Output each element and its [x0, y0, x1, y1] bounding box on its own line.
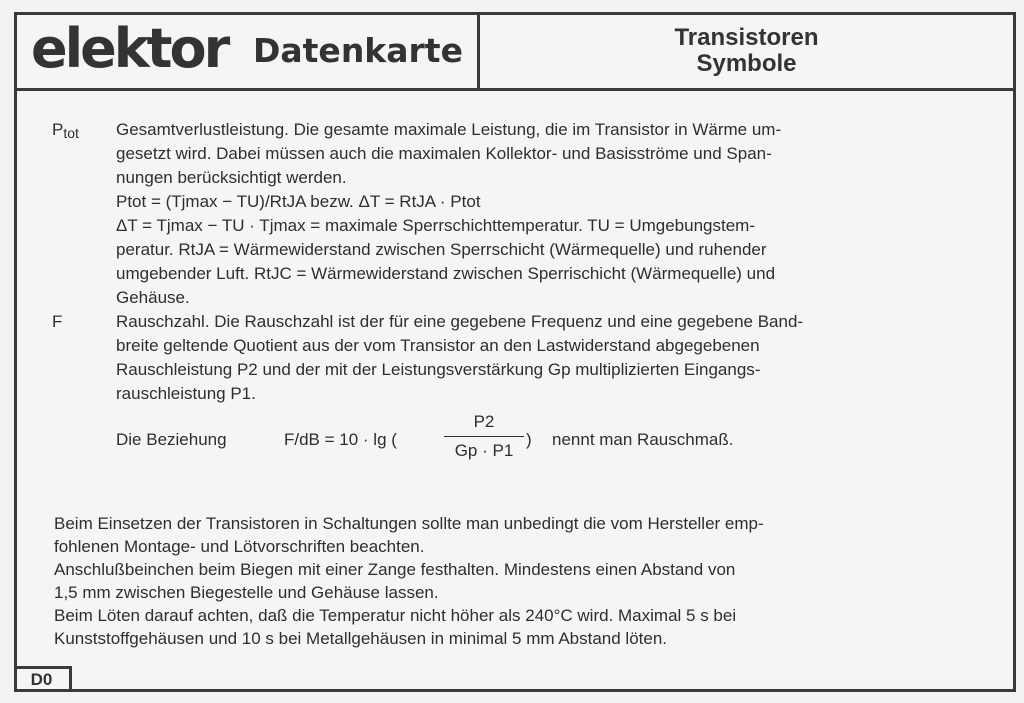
brand-logo: elektor	[31, 17, 228, 80]
note-line: Beim Einsetzen der Transistoren in Schaltungen sollte man unbedingt die vom Hersteller emp-	[54, 514, 764, 533]
equation-line: peratur. RtJA = Wärmewiderstand zwischen Sperrschicht (Wärmequelle) und ruhender	[116, 240, 767, 259]
note-line: Beim Löten darauf achten, daß die Temperatur nicht höher als 240°C wird. Maximal 5 s bei	[54, 606, 737, 625]
desc-line: breite geltende Quotient aus der vom Transistor an den Lastwiderstand abgegebenen	[116, 336, 760, 355]
symbol-main: P	[52, 120, 64, 139]
handling-notes	[54, 512, 974, 650]
card-header	[17, 15, 1013, 91]
definitions	[52, 118, 982, 480]
card-code: D0	[14, 666, 72, 692]
equation-line: ΔT = Tjmax − TU · Tjmax = maximale Sperrschichttemperatur. TU = Umgebungstem-	[116, 216, 756, 235]
brand-subtitle: Datenkarte	[253, 31, 463, 70]
formula-tail: nennt man Rauschmaß.	[552, 430, 734, 449]
fraction-denominator: Gp · P1	[454, 441, 514, 460]
desc-line: Rauschzahl. Die Rauschzahl ist der für eine gegebene Frequenz und eine gegebene Band-	[116, 312, 804, 331]
desc-line: rauschleistung P1.	[116, 384, 256, 403]
symbol-ptot	[52, 118, 112, 142]
desc-line: Rauschleistung P2 und der mit der Leistungsverstärkung Gp multiplizierten Eingangs-	[116, 360, 761, 379]
symbol-f: F	[52, 312, 63, 331]
desc-line: Gesamtverlustleistung. Die gesamte maximale Leistung, die im Transistor in Wärme um-	[116, 120, 782, 139]
note-line: Kunststoffgehäusen und 10 s bei Metallgehäusen in minimal 5 mm Abstand löten.	[54, 629, 668, 648]
equation-line: Ptot = (Tjmax − TU)/RtJA bezw. ΔT = RtJA · Ptot	[116, 192, 481, 211]
card-title: Transistoren	[674, 24, 819, 51]
equation-line: Gehäuse.	[116, 288, 190, 307]
formula-close-paren: )	[526, 430, 532, 449]
definition-f	[52, 310, 982, 406]
fraction-numerator: P2	[444, 410, 524, 437]
symbol-subscript: tot	[63, 125, 79, 141]
equation-line: umgebender Luft. RtJC = Wärmewiderstand zwischen Sperrischicht (Wärmequelle) und	[116, 264, 776, 283]
desc-line: nungen berücksichtigt werden.	[116, 168, 347, 187]
note-line: fohlenen Montage- und Lötvorschriften beachten.	[54, 537, 425, 556]
formula-lhs: F/dB = 10 · lg (	[284, 430, 397, 449]
title-cell	[480, 15, 1013, 88]
formula-fraction	[444, 410, 524, 463]
noise-formula	[52, 412, 982, 480]
formula-intro: Die Beziehung	[116, 430, 227, 449]
desc-line: gesetzt wird. Dabei müssen auch die maximalen Kollektor- und Basisströme und Span-	[116, 144, 772, 163]
card-subtitle: Symbole	[696, 50, 797, 77]
definition-ptot	[52, 118, 982, 310]
note-line: 1,5 mm zwischen Biegestelle und Gehäuse lassen.	[54, 583, 439, 602]
brand-cell	[17, 15, 480, 88]
note-line: Anschlußbeinchen beim Biegen mit einer Zange festhalten. Mindestens einen Abstand von	[54, 560, 736, 579]
